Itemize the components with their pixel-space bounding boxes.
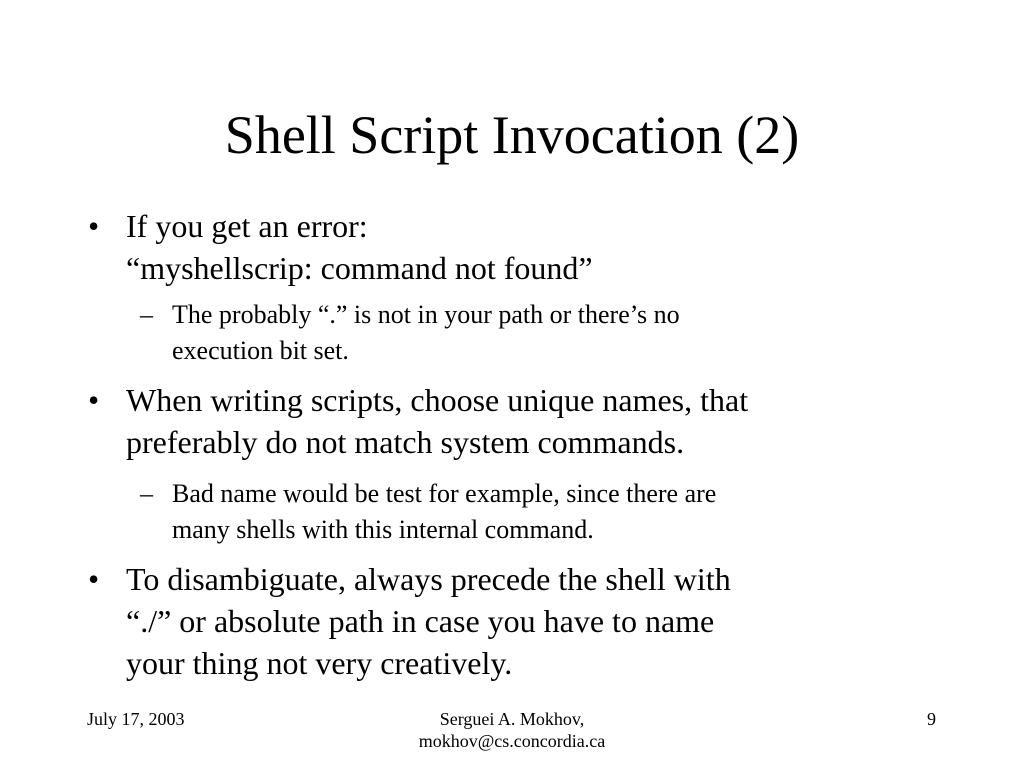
- bullet-line: “myshellscrip: command not found”: [126, 250, 593, 286]
- bullet-text: [126, 558, 926, 684]
- bullet-line: To disambiguate, always precede the shell with: [126, 561, 731, 597]
- page-number: 9: [927, 709, 936, 729]
- bullet-marker: •: [88, 561, 100, 597]
- bullet-line: preferably do not match system commands.: [126, 424, 685, 460]
- sub-bullet-line: Bad name would be test for example, since there are: [172, 479, 717, 508]
- footer-author-name: Serguei A. Mokhov,: [439, 709, 585, 729]
- bullet-marker: •: [88, 382, 100, 418]
- sub-bullet-marker: –: [140, 300, 153, 329]
- bullet-line: your thing not very creatively.: [126, 645, 513, 681]
- sub-bullet-text: [172, 476, 922, 548]
- slide-title: Shell Script Invocation (2): [224, 105, 800, 165]
- sub-bullet-line: many shells with this internal command.: [172, 515, 594, 544]
- bullet-text: [126, 379, 926, 463]
- bullet-line: If you get an error:: [126, 208, 368, 244]
- sub-bullet-text: [172, 297, 922, 369]
- footer-author-email: mokhov@cs.concordia.ca: [418, 731, 606, 751]
- bullet-line: “./” or absolute path in case you have to name: [126, 603, 715, 639]
- bullet-line: When writing scripts, choose unique names, that: [126, 382, 749, 418]
- sub-bullet-marker: –: [140, 479, 153, 508]
- sub-bullet-line: execution bit set.: [172, 336, 349, 365]
- bullet-text: [126, 205, 926, 289]
- bullet-marker: •: [88, 208, 100, 244]
- sub-bullet-line: The probably “.” is not in your path or there’s no: [172, 300, 680, 329]
- footer-author: [312, 708, 712, 752]
- footer-date: July 17, 2003: [87, 709, 185, 729]
